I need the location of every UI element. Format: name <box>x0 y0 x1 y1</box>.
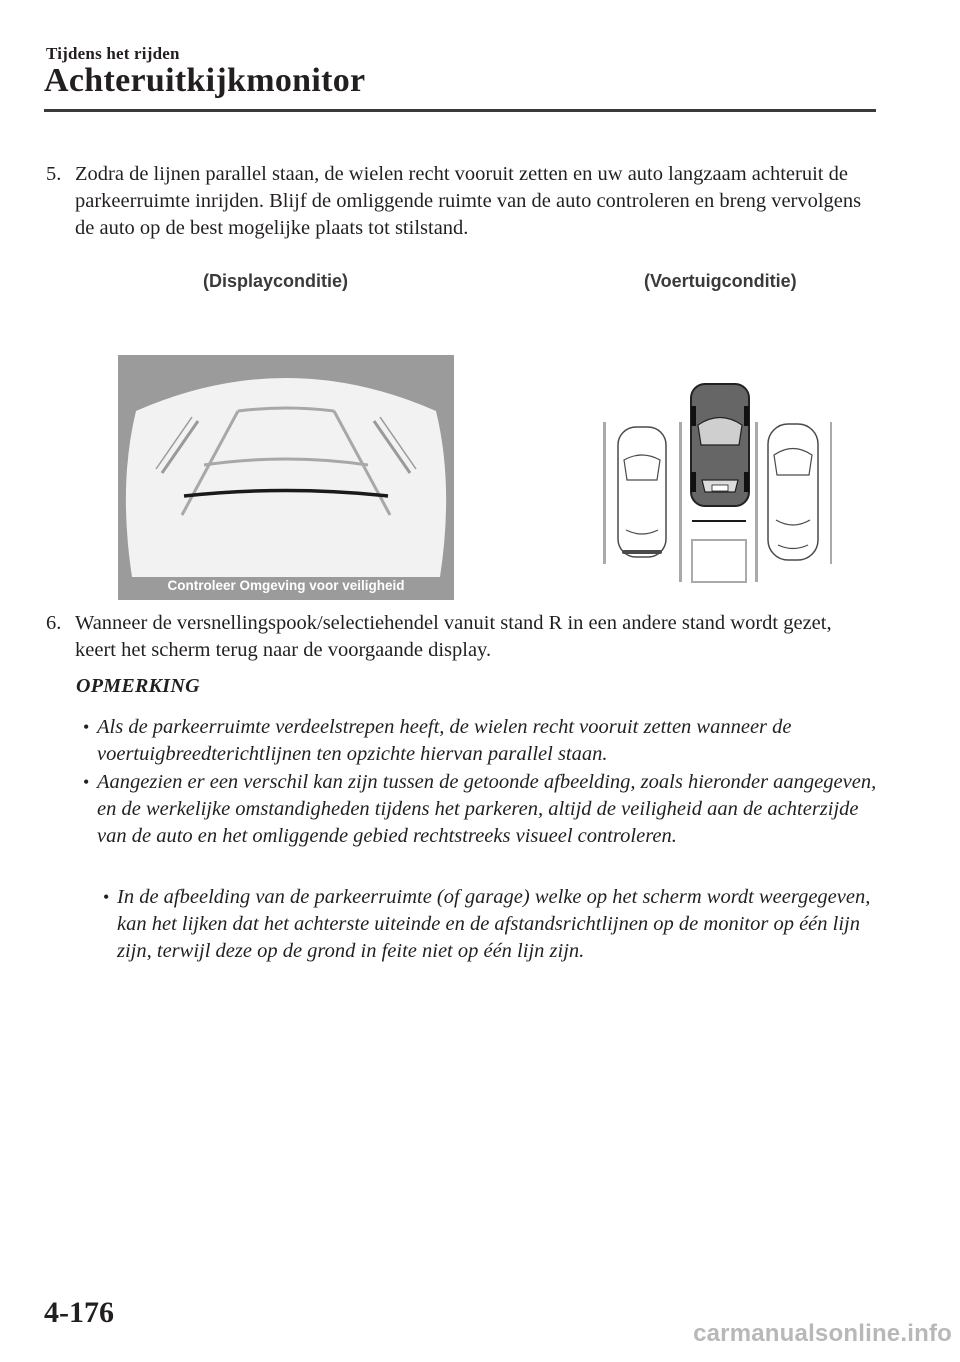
step-number: 5. <box>46 163 62 185</box>
page-number: 4-176 <box>44 1296 114 1329</box>
step-number: 6. <box>46 612 62 634</box>
right-parked-car <box>768 424 818 560</box>
bullet-dot-icon: • <box>83 772 90 792</box>
note-bullet-text: Als de parkeerruimte verdeelstrepen heeft, de wielen recht vooruit zetten wanneer de voertuigbreedterichtlijnen ten opzichte hiervan parallel staan. <box>97 716 792 765</box>
screen-warning-message: Controleer Omgeving voor veiligheid <box>167 578 405 593</box>
rear-camera-display-illustration <box>118 355 454 600</box>
bullet-dot-icon: • <box>103 887 110 907</box>
step-text: Wanneer de versnellingspook/selectiehendel vanuit stand R in een andere stand wordt gezet, keert het scherm terug naar de voorgaande display. <box>75 612 832 661</box>
section-label: Tijdens het rijden <box>46 44 180 63</box>
note-heading: OPMERKING <box>76 675 200 697</box>
step-5 <box>46 161 876 245</box>
note-bullet <box>83 714 887 768</box>
left-parked-car <box>618 427 666 557</box>
watermark: carmanualsonline.info <box>693 1320 952 1347</box>
note-bullet <box>83 769 887 850</box>
bullet-dot-icon: • <box>83 717 90 737</box>
display-condition-caption: (Displayconditie) <box>203 271 349 291</box>
center-reversing-car <box>691 384 749 506</box>
note-sub-bullet <box>103 884 887 965</box>
step-6 <box>46 610 876 666</box>
vehicle-condition-caption: (Voertuigconditie) <box>644 271 797 291</box>
note-bullet-text: Aangezien er een verschil kan zijn tussen de getoonde afbeelding, zoals hieronder aangegeven, en de werkelijke omstandigheden tijdens het parkeren, altijd de veiligheid aan de achterzijde van de auto en het omliggende gebied rechtstreeks visueel controleren. <box>97 771 877 847</box>
title-divider <box>44 109 876 112</box>
vehicle-parking-illustration <box>600 380 832 585</box>
step-text: Zodra de lijnen parallel staan, de wielen recht vooruit zetten en uw auto langzaam achteruit de parkeerruimte inrijden. Blijf de omliggende ruimte van de auto controleren en breng vervolgens de auto op de best mogelijke plaats tot stilstand. <box>75 163 862 239</box>
note-sub-bullet-text: In de afbeelding van de parkeerruimte (of garage) welke op het scherm wordt weergegeven, kan het lijken dat het achterste uiteinde en de afstandsrichtlijnen op de monitor op één lijn zijn, terwijl deze op de grond in feite niet op één lijn zijn. <box>117 886 871 962</box>
page-title: Achteruitkijkmonitor <box>44 62 366 99</box>
